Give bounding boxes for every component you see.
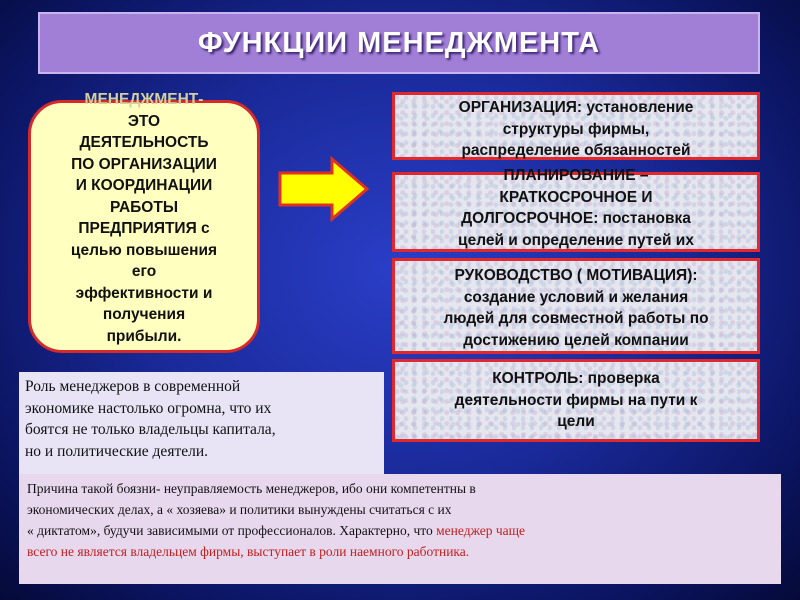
definition-line: целью повышения [70, 241, 218, 259]
note-emphasis-text: менеджер чаще [436, 523, 526, 538]
function-line: деятельности фирмы на пути к [454, 391, 698, 409]
note-line: но и политические деятели. [25, 442, 209, 460]
function-line: КОНТРОЛЬ: проверка [492, 370, 660, 387]
function-line: цели [557, 413, 595, 430]
definition-line: ПО ОРГАНИЗАЦИИ [71, 155, 217, 173]
function-control-box [392, 359, 760, 442]
function-organization-box [392, 92, 760, 160]
slide-title: ФУНКЦИИ МЕНЕДЖМЕНТА [197, 26, 601, 59]
definition-line: ПРЕДПРИЯТИЯ с [78, 220, 210, 237]
definition-line: прибыли. [106, 327, 182, 345]
note-line: Причина такой боязни- неуправляемость менеджеров, ибо они компетентны в [27, 481, 476, 496]
note-line: экономических делах, а « хозяева» и политики вынуждены считаться с их [27, 502, 452, 517]
function-line: достижению целей компании [463, 331, 689, 349]
definition-line: получения [102, 306, 186, 323]
definition-box [28, 91, 260, 353]
function-line: структуры фирмы, [502, 120, 650, 138]
definition-line: эффективности и [75, 284, 213, 302]
definition-line: РАБОТЫ [109, 198, 178, 216]
definition-line: И КООРДИНАЦИИ [75, 177, 213, 194]
function-leadership-box [392, 258, 760, 354]
definition-line: ДЕЯТЕЛЬНОСТЬ [79, 134, 209, 151]
function-line: ПЛАНИРОВАНИЕ – [503, 167, 649, 184]
fear-reason-note [19, 474, 781, 584]
title-banner [38, 12, 760, 74]
function-planning-box [392, 167, 760, 252]
function-line: создание условий и желания [463, 288, 689, 306]
function-line: РУКОВОДСТВО ( МОТИВАЦИЯ): [454, 267, 698, 284]
note-line: Роль менеджеров в современной [25, 378, 241, 395]
note-emphasis-line: всего не является владельцем фирмы, выступает в роли наемного работника. [27, 544, 470, 559]
definition-line: ЭТО [127, 112, 161, 130]
right-arrow-icon [278, 156, 370, 222]
definition-line: МЕНЕДЖМЕНТ- [84, 91, 204, 108]
managers-role-note [19, 372, 384, 474]
definition-line: его [131, 263, 157, 280]
function-line: целей и определение путей их [458, 231, 694, 249]
note-line: экономике настолько огромна, что их [25, 399, 272, 417]
function-line: людей для совместной работы по [443, 310, 709, 327]
note-line [27, 520, 773, 541]
function-line: распределение обязанностей [461, 142, 691, 159]
note-line: боятся не только владельцы капитала, [25, 421, 276, 438]
definition-text [31, 89, 257, 347]
function-line: КРАТКОСРОЧНОЕ И [499, 188, 653, 206]
note-text: « диктатом», будучи зависимыми от профессионалов. Характерно, что [27, 523, 437, 538]
function-line: ОРГАНИЗАЦИЯ: установление [458, 99, 694, 116]
function-line: ДОЛГОСРОЧНОЕ: постановка [461, 210, 691, 227]
